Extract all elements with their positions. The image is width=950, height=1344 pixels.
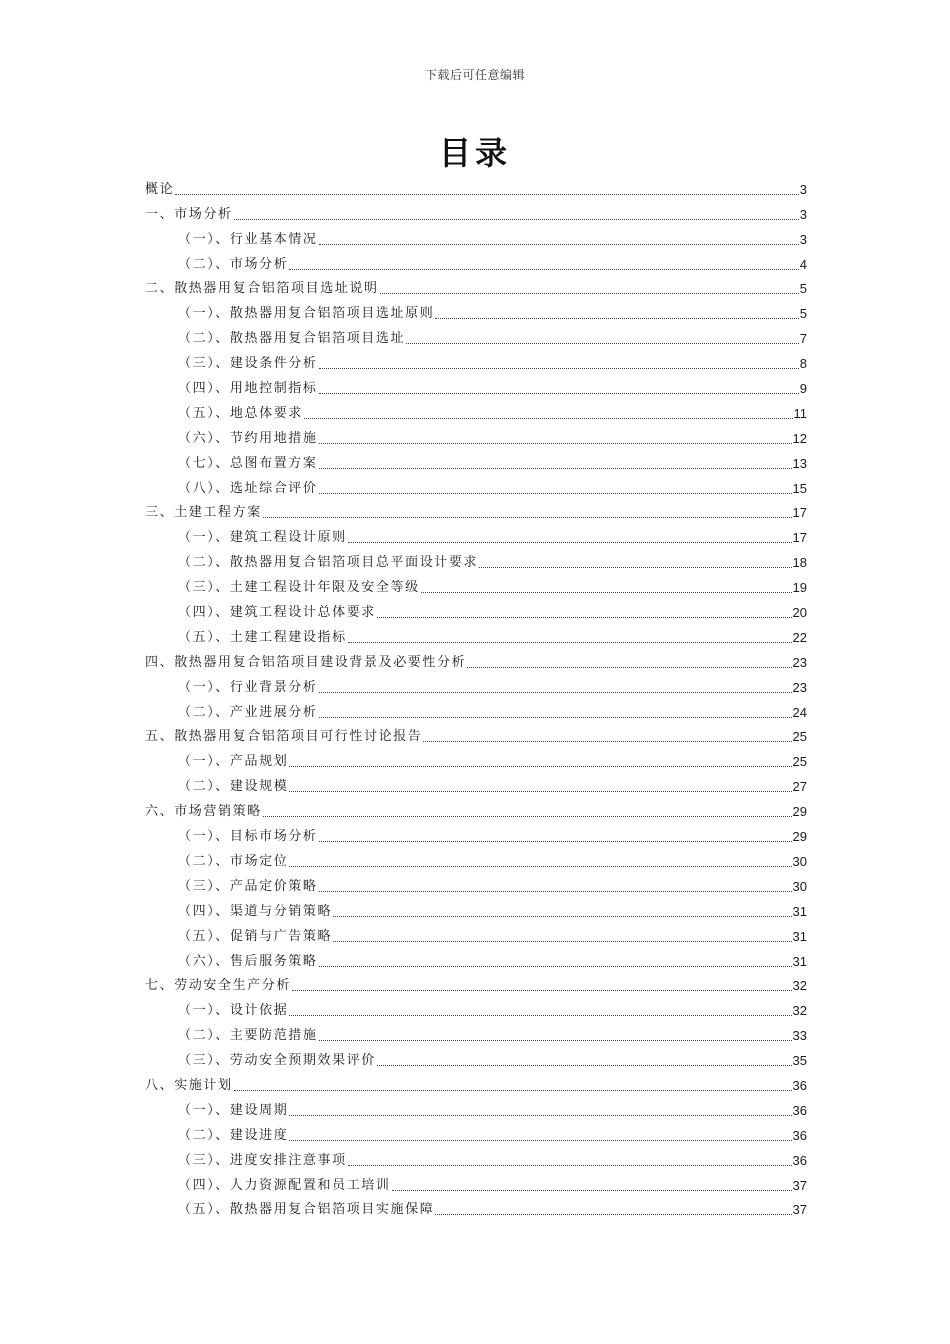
toc-dot-leader	[304, 418, 793, 419]
toc-entry-page-number: 13	[792, 455, 807, 471]
toc-entry[interactable]	[145, 1145, 807, 1170]
toc-entry-page-number: 27	[792, 779, 807, 795]
toc-entry-label: （二）、建设进度	[178, 1127, 289, 1143]
toc-entry-label: 八、实施计划	[145, 1077, 233, 1093]
toc-entry-page-number: 3	[799, 206, 807, 222]
toc-dot-leader	[319, 891, 792, 892]
toc-entry-label: （四）、用地控制指标	[178, 381, 318, 397]
toc-entry-page-number: 32	[792, 978, 807, 994]
toc-entry-label: （二）、产业进展分析	[178, 704, 318, 720]
toc-dot-leader	[467, 667, 791, 668]
toc-entry[interactable]	[145, 746, 807, 771]
toc-dot-leader	[319, 468, 792, 469]
toc-entry[interactable]	[145, 1195, 807, 1220]
toc-entry-page-number: 17	[792, 505, 807, 521]
toc-entry-page-number: 32	[792, 1003, 807, 1019]
toc-entry[interactable]	[145, 572, 807, 597]
toc-dot-leader	[435, 1214, 791, 1215]
toc-entry[interactable]	[145, 921, 807, 946]
toc-entry[interactable]	[145, 274, 807, 299]
toc-dot-leader	[319, 841, 792, 842]
toc-dot-leader	[319, 717, 792, 718]
toc-entry[interactable]	[145, 672, 807, 697]
toc-entry-page-number: 29	[792, 829, 807, 845]
toc-dot-leader	[289, 791, 791, 792]
toc-entry-label: （二）、建设规模	[178, 779, 289, 795]
toc-entry-page-number: 37	[792, 1202, 807, 1218]
toc-entry-page-number: 15	[792, 480, 807, 496]
toc-entry[interactable]	[145, 323, 807, 348]
toc-entry-label: （一）、建设周期	[178, 1102, 289, 1118]
toc-entry-page-number: 31	[792, 953, 807, 969]
toc-entry[interactable]	[145, 373, 807, 398]
toc-entry-page-number: 30	[792, 853, 807, 869]
toc-entry[interactable]	[145, 946, 807, 971]
toc-entry-label: （一）、设计依据	[178, 1003, 289, 1019]
toc-dot-leader	[333, 941, 791, 942]
toc-dot-leader	[292, 990, 792, 991]
toc-entry[interactable]	[145, 995, 807, 1020]
toc-entry[interactable]	[145, 249, 807, 274]
toc-entry-label: （三）、产品定价策略	[178, 878, 318, 894]
toc-entry-label: 二、散热器用复合铝箔项目选址说明	[145, 281, 379, 297]
toc-entry[interactable]	[145, 448, 807, 473]
toc-entry[interactable]	[145, 1170, 807, 1195]
toc-entry-label: （三）、进度安排注意事项	[178, 1152, 347, 1168]
toc-entry[interactable]	[145, 796, 807, 821]
toc-entry-page-number: 22	[792, 629, 807, 645]
toc-dot-leader	[377, 1065, 792, 1066]
toc-entry-label: 五、散热器用复合铝箔项目可行性讨论报告	[145, 729, 423, 745]
toc-entry-page-number: 36	[792, 1127, 807, 1143]
toc-entry-page-number: 17	[792, 530, 807, 546]
table-of-contents	[145, 174, 807, 1219]
toc-entry-label: （三）、土建工程设计年限及安全等级	[178, 580, 420, 596]
toc-entry-page-number: 33	[792, 1028, 807, 1044]
toc-entry[interactable]	[145, 1070, 807, 1095]
toc-entry-page-number: 36	[792, 1077, 807, 1093]
toc-entry-label: （四）、渠道与分销策略	[178, 903, 333, 919]
toc-entry-label: 一、市场分析	[145, 206, 233, 222]
toc-entry-page-number: 4	[799, 256, 807, 272]
toc-dot-leader	[319, 493, 792, 494]
toc-entry-label: （三）、劳动安全预期效果评价	[178, 1053, 376, 1069]
toc-entry-label: （一）、行业基本情况	[178, 231, 318, 247]
toc-entry-label: （六）、节约用地措施	[178, 430, 318, 446]
toc-entry-label: 四、散热器用复合铝箔项目建设背景及必要性分析	[145, 654, 467, 670]
toc-dot-leader	[392, 1190, 792, 1191]
toc-dot-leader	[435, 318, 798, 319]
toc-entry-label: （五）、土建工程建设指标	[178, 629, 347, 645]
toc-dot-leader	[348, 1165, 792, 1166]
toc-dot-leader	[406, 343, 799, 344]
toc-entry-label: （七）、总图布置方案	[178, 455, 318, 471]
toc-dot-leader	[479, 567, 791, 568]
toc-entry-label: （二）、市场定位	[178, 853, 289, 869]
toc-entry-label: 六、市场营销策略	[145, 804, 262, 820]
toc-dot-leader	[319, 443, 792, 444]
toc-dot-leader	[319, 966, 792, 967]
toc-entry[interactable]	[145, 423, 807, 448]
toc-dot-leader	[319, 1040, 792, 1041]
toc-entry-page-number: 12	[792, 430, 807, 446]
toc-entry[interactable]	[145, 1020, 807, 1045]
toc-entry-label: 七、劳动安全生产分析	[145, 978, 292, 994]
toc-dot-leader	[263, 816, 792, 817]
toc-entry-label: （五）、促销与广告策略	[178, 928, 333, 944]
toc-dot-leader	[234, 1090, 792, 1091]
toc-entry-page-number: 3	[799, 231, 807, 247]
toc-dot-leader	[319, 244, 799, 245]
toc-entry-page-number: 37	[792, 1177, 807, 1193]
toc-entry-page-number: 3	[799, 181, 807, 197]
toc-entry-label: （二）、散热器用复合铝箔项目选址	[178, 331, 406, 347]
toc-entry[interactable]	[145, 871, 807, 896]
toc-entry[interactable]	[145, 597, 807, 622]
toc-entry-page-number: 35	[792, 1053, 807, 1069]
toc-dot-leader	[263, 517, 792, 518]
toc-entry[interactable]	[145, 622, 807, 647]
toc-entry-label: 三、土建工程方案	[145, 505, 262, 521]
toc-entry-page-number: 23	[792, 679, 807, 695]
toc-entry-page-number: 24	[792, 704, 807, 720]
toc-entry-page-number: 31	[792, 903, 807, 919]
toc-entry[interactable]	[145, 498, 807, 523]
toc-entry-label: （五）、散热器用复合铝箔项目实施保障	[178, 1202, 435, 1218]
toc-dot-leader	[175, 194, 799, 195]
toc-entry-page-number: 19	[792, 580, 807, 596]
toc-entry-page-number: 36	[792, 1102, 807, 1118]
toc-entry-page-number: 5	[799, 306, 807, 322]
toc-dot-leader	[289, 1140, 791, 1141]
toc-dot-leader	[234, 219, 799, 220]
toc-entry[interactable]	[145, 348, 807, 373]
toc-entry[interactable]	[145, 398, 807, 423]
toc-entry[interactable]	[145, 473, 807, 498]
toc-dot-leader	[421, 592, 792, 593]
toc-entry-page-number: 8	[799, 356, 807, 372]
toc-dot-leader	[289, 866, 791, 867]
toc-entry-page-number: 9	[799, 381, 807, 397]
toc-entry-page-number: 25	[792, 729, 807, 745]
toc-dot-leader	[348, 542, 792, 543]
toc-dot-leader	[289, 269, 798, 270]
toc-entry-page-number: 30	[792, 878, 807, 894]
toc-entry[interactable]	[145, 298, 807, 323]
toc-entry[interactable]	[145, 522, 807, 547]
toc-entry[interactable]	[145, 174, 807, 199]
toc-entry[interactable]	[145, 722, 807, 747]
toc-entry[interactable]	[145, 1095, 807, 1120]
toc-entry-label: （二）、市场分析	[178, 256, 289, 272]
toc-entry[interactable]	[145, 846, 807, 871]
toc-entry-label: （一）、行业背景分析	[178, 679, 318, 695]
toc-entry-label: （五）、地总体要求	[178, 405, 303, 421]
toc-entry-label: （一）、目标市场分析	[178, 829, 318, 845]
toc-entry[interactable]	[145, 224, 807, 249]
toc-entry[interactable]	[145, 771, 807, 796]
toc-entry[interactable]	[145, 199, 807, 224]
toc-entry[interactable]	[145, 1045, 807, 1070]
toc-entry[interactable]	[145, 821, 807, 846]
toc-dot-leader	[319, 692, 792, 693]
toc-dot-leader	[423, 741, 791, 742]
toc-entry-page-number: 5	[799, 281, 807, 297]
toc-entry-label: （八）、选址综合评价	[178, 480, 318, 496]
toc-entry-label: 概论	[145, 181, 175, 197]
toc-entry-label: （六）、售后服务策略	[178, 953, 318, 969]
toc-dot-leader	[377, 617, 792, 618]
toc-entry-label: （一）、散热器用复合铝箔项目选址原则	[178, 306, 435, 322]
toc-dot-leader	[319, 393, 799, 394]
toc-dot-leader	[289, 766, 791, 767]
toc-dot-leader	[333, 916, 791, 917]
toc-entry[interactable]	[145, 971, 807, 996]
toc-dot-leader	[348, 642, 792, 643]
toc-entry-page-number: 29	[792, 804, 807, 820]
toc-entry-page-number: 25	[792, 754, 807, 770]
toc-entry-page-number: 20	[792, 605, 807, 621]
toc-entry-label: （一）、建筑工程设计原则	[178, 530, 347, 546]
toc-entry-label: （二）、主要防范措施	[178, 1028, 318, 1044]
toc-entry[interactable]	[145, 697, 807, 722]
toc-entry[interactable]	[145, 1120, 807, 1145]
toc-entry-page-number: 31	[792, 928, 807, 944]
toc-dot-leader	[289, 1115, 791, 1116]
toc-entry-page-number: 36	[792, 1152, 807, 1168]
toc-entry-label: （二）、散热器用复合铝箔项目总平面设计要求	[178, 555, 479, 571]
toc-entry-label: （三）、建设条件分析	[178, 356, 318, 372]
toc-entry-label: （四）、人力资源配置和员工培训	[178, 1177, 391, 1193]
toc-entry-label: （一）、产品规划	[178, 754, 289, 770]
toc-entry[interactable]	[145, 647, 807, 672]
toc-entry[interactable]	[145, 547, 807, 572]
header-note: 下载后可任意编辑	[424, 68, 525, 82]
page-title: 目录	[438, 134, 511, 172]
toc-entry[interactable]	[145, 896, 807, 921]
toc-dot-leader	[289, 1015, 791, 1016]
toc-entry-page-number: 18	[792, 555, 807, 571]
toc-entry-page-number: 23	[792, 654, 807, 670]
toc-entry-page-number: 7	[799, 331, 807, 347]
toc-dot-leader	[319, 368, 799, 369]
toc-dot-leader	[380, 293, 799, 294]
toc-entry-page-number: 11	[793, 405, 807, 421]
toc-entry-label: （四）、建筑工程设计总体要求	[178, 605, 376, 621]
